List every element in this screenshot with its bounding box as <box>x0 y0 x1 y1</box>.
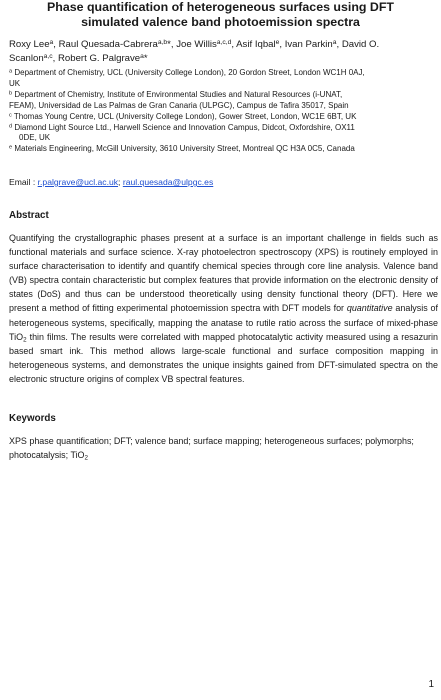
corresponding-author-mark: * <box>167 39 171 50</box>
author-affiliation-marker: a,c <box>43 52 53 60</box>
subscript-2: 2 <box>23 335 27 343</box>
affiliation-marker: d <box>9 123 13 130</box>
affiliation-b-continued: FEAM), Universidad de Las Palmas de Gran Canaria (ULPGC), Campus de Tafira 35017, Spain <box>9 100 349 110</box>
author-name: Roxy Lee <box>9 39 50 50</box>
paper-title <box>0 0 441 30</box>
abstract-emphasis: quantitative <box>346 303 393 314</box>
title-line-1: Phase quantification of heterogeneous surfaces using DFT <box>47 0 394 14</box>
title-line-2: simulated valence band photoemission spectra <box>81 15 360 29</box>
author-name: Ivan Parkin <box>284 39 333 50</box>
email-separator: ; <box>118 177 123 187</box>
email-link-palgrave[interactable]: r.palgrave@ucl.ac.uk <box>37 177 119 187</box>
author-affiliation-marker: e <box>275 38 280 46</box>
affiliation-d: $^d$ Diamond Light Source Ltd., Harwell Science and Innovation Campus, Didcot, Oxfordshire, OX11 <box>9 122 355 132</box>
subscript-2: 2 <box>84 454 88 462</box>
author-name: David O. <box>341 39 380 50</box>
author-name: Scanlon <box>9 52 44 64</box>
affiliation-list <box>9 68 437 155</box>
keywords-body: XPS phase quantification; DFT; valence band; surface mapping; heterogeneous surfaces; polymorphs; photocatalysis; TiO$_2$ <box>9 436 414 462</box>
page-number: 1 <box>428 679 434 690</box>
author-list: Roxy Lee$^a$, Raul Quesada-Cabrera$^{a,b}$*, Joe Willis$^{a,c,d}$, Asif Iqbal$^e$, Ivan Parkin$^a$, David O. Scanlon$^{a,c}$, Robert G. Palgrave$^a$* <box>9 38 380 64</box>
affiliation-a: $^a$ Department of Chemistry, UCL (University College London), 20 Gordon Street, London WC1H 0AJ, <box>9 68 365 77</box>
author-name: Asif Iqbal <box>236 39 276 50</box>
author-affiliation-marker: a,c,d <box>216 38 232 46</box>
affiliation-c: $^c$ Thomas Young Centre, UCL (University College London), Gower Street, London, WC1E 6BT, UK <box>9 111 357 121</box>
author-affiliation-marker: a <box>332 38 337 46</box>
affiliation-marker: e <box>9 144 13 151</box>
email-label: Email : <box>9 177 38 187</box>
affiliation-marker: a <box>9 68 13 75</box>
author-affiliation-marker: a <box>49 38 54 46</box>
abstract-body: Quantifying the crystallographic phases present at a surface is an important challenge in fields such as functional materials and surface science. X-ray photoelectron spectroscopy (XPS) is routinely employed in surface characterisation to identify and quantify chemical species through core line analysis. Valence band (VB) spectra contain characteristic but complex features that provide information on the electronic density of states (DoS) and thus can be understood theoretically using density functional theory (DFT). Here we present a method of fitting experimental photoemission spectra with DFT models for quantitative analysis of heterogeneous systems, specifically, mapping the anatase to rutile ratio across the surface of mixed-phase TiO$_2$ thin films. The results were correlated with mapped photocatalytic activity measured using a resazurin based smart ink. This method allows large-scale functional and surface composition mapping in heterogeneous systems, and demonstrates the unique insights gained from DFT-simulated spectra on the electronic structure origins of complex VB spectral features. <box>9 233 438 384</box>
author-name: Raul Quesada-Cabrera <box>58 39 158 50</box>
author-name: Joe Willis <box>176 39 217 50</box>
affiliation-b: $^b$ Department of Chemistry, Institute of Environmental Studies and Natural Resources (i-UNAT, <box>9 89 343 99</box>
email-line <box>9 176 437 188</box>
affiliation-a-continued: UK <box>9 78 21 88</box>
affiliation-d-continued: 0DE, UK <box>19 133 51 143</box>
email-link-quesada[interactable]: raul.quesada@ulpgc.es <box>122 177 214 187</box>
author-affiliation-marker: a <box>140 52 144 60</box>
corresponding-author-mark: * <box>143 52 148 64</box>
affiliation-marker: c <box>9 112 12 119</box>
keywords-heading: Keywords <box>9 413 56 424</box>
affiliation-marker: b <box>9 90 13 97</box>
author-affiliation-marker: a,b <box>157 38 168 46</box>
abstract-heading: Abstract <box>9 210 49 221</box>
affiliation-e: $^e$ Materials Engineering, McGill University, 3610 University Street, Montreal QC H3A 0C5, Canada <box>9 144 355 154</box>
author-name: Robert G. Palgrave <box>57 52 141 64</box>
